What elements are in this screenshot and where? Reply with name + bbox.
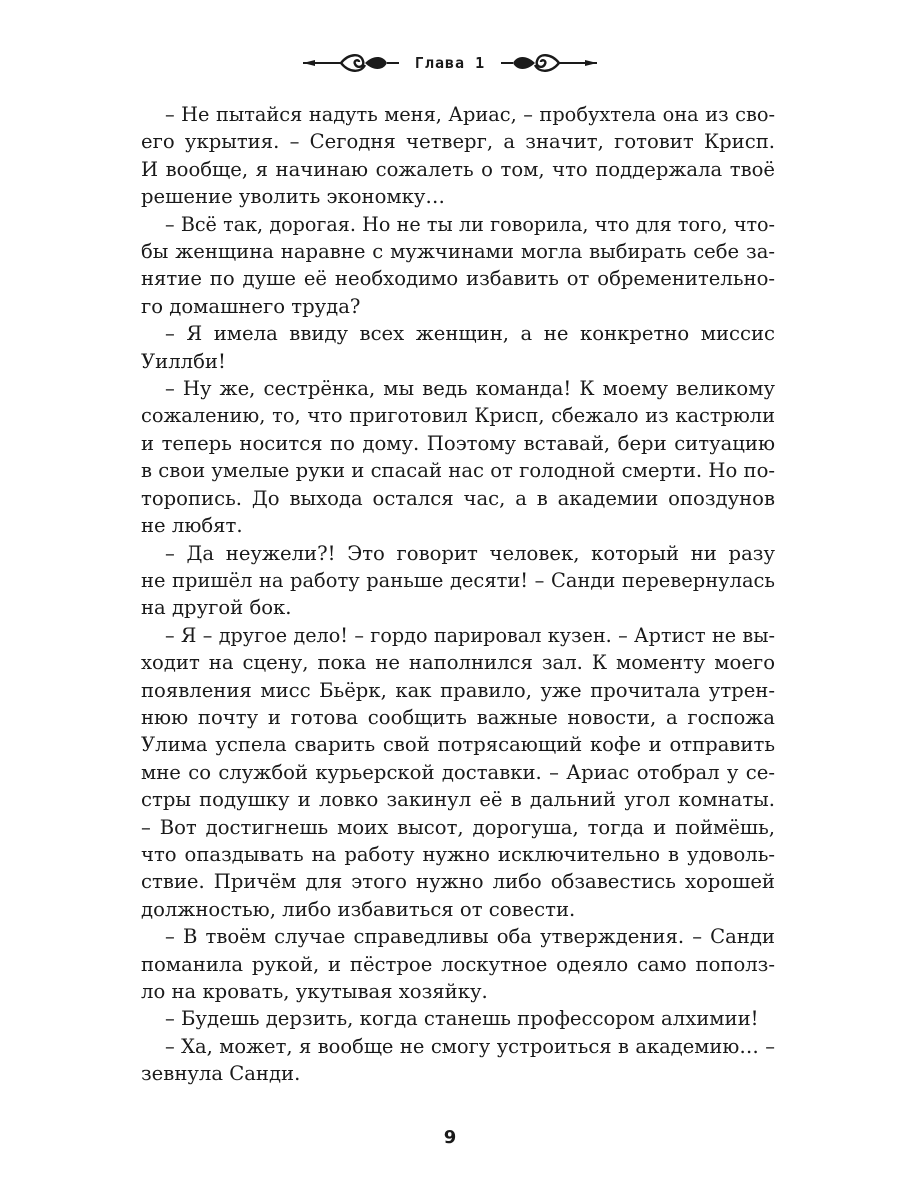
text-line: ло на кровать, укутывая хозяйку. — [141, 980, 488, 1003]
body-text — [141, 101, 775, 1088]
text-line: – Ха, может, я вообще не смогу устроиться в академию… – — [165, 1034, 775, 1058]
text-line: нятие по душе её необходимо избавить от обременительно- — [141, 267, 775, 291]
text-line: не любят. — [141, 514, 243, 538]
text-line: в свои умелые руки и спасай нас от голодной смерти. Но по- — [141, 459, 775, 483]
text-line: что опаздывать на работу нужно исключительно в удоволь- — [141, 842, 775, 866]
text-line: торопись. До выхода остался час, а в академии опоздунов — [141, 486, 775, 510]
text-line: на другой бок. — [141, 596, 292, 620]
text-line: – Будешь дерзить, когда станешь профессором алхимии! — [165, 1007, 759, 1031]
text-line: решение уволить экономку… — [141, 185, 445, 209]
text-line: – Всё так, дорогая. Но не ты ли говорила, что для того, что- — [165, 212, 775, 236]
text-line: зевнула Санди. — [141, 1062, 301, 1086]
text-line: го домашнего труда? — [141, 294, 361, 318]
text-line: – Не пытайся надуть меня, Ариас, – пробухтела она из сво- — [165, 103, 775, 126]
text-line: ствие. Причём для этого нужно либо обзавестись хорошей — [141, 870, 775, 894]
chapter-title: Глава 1 — [414, 54, 486, 72]
text-line: ходит на сцену, пока не наполнился зал. К моменту моего — [141, 651, 775, 675]
right-ornament-icon — [499, 51, 599, 75]
text-line: – Вот достигнешь моих высот, дорогуша, тогда и поймёшь, — [141, 815, 775, 839]
text-line: – Я имела ввиду всех женщин, а не конкретно миссис — [165, 322, 775, 346]
text-line: стры подушку и ловко закинул её в дальний угол комнаты. — [141, 788, 775, 812]
text-line: и теперь носится по дому. Поэтому вставай, бери ситуацию — [141, 431, 775, 455]
text-line: должностью, либо избавиться от совести. — [141, 897, 576, 921]
text-line: – В твоём случае справедливы оба утверждения. – Санди — [165, 925, 775, 949]
text-line: не пришёл на работу раньше десяти! – Санди перевернулась — [141, 568, 775, 592]
text-line: Улима успела сварить свой потрясающий кофе и отправить — [141, 733, 775, 757]
page-number: 9 — [443, 1127, 457, 1148]
left-ornament-icon — [301, 51, 401, 75]
running-header — [0, 48, 900, 78]
text-line: поманила рукой, и пёстрое лоскутное одеяло само пополз- — [141, 952, 775, 976]
text-line: – Я – другое дело! – гордо парировал кузен. – Артист не вы- — [165, 623, 775, 647]
text-line: – Ну же, сестрёнка, мы ведь команда! К моему великому — [165, 377, 775, 401]
text-line: – Да неужели?! Это говорит человек, который ни разу — [165, 541, 775, 565]
text-line: мне со службой курьерской доставки. – Ариас отобрал у се- — [141, 760, 775, 784]
text-line: Уиллби! — [141, 349, 226, 373]
text-line: появления мисс Бьёрк, как правило, уже прочитала утрен- — [141, 678, 775, 702]
text-line: его укрытия. – Сегодня четверг, а значит, готовит Крисп. — [141, 130, 775, 154]
text-line: бы женщина наравне с мужчинами могла выбирать себе за- — [141, 240, 775, 264]
text-line: нюю почту и готова сообщить важные новости, а госпожа — [141, 705, 775, 729]
text-line: И вообще, я начинаю сожалеть о том, что поддержала твоё — [141, 157, 775, 181]
text-line: сожалению, то, что приготовил Крисп, сбежало из кастрюли — [141, 404, 775, 428]
